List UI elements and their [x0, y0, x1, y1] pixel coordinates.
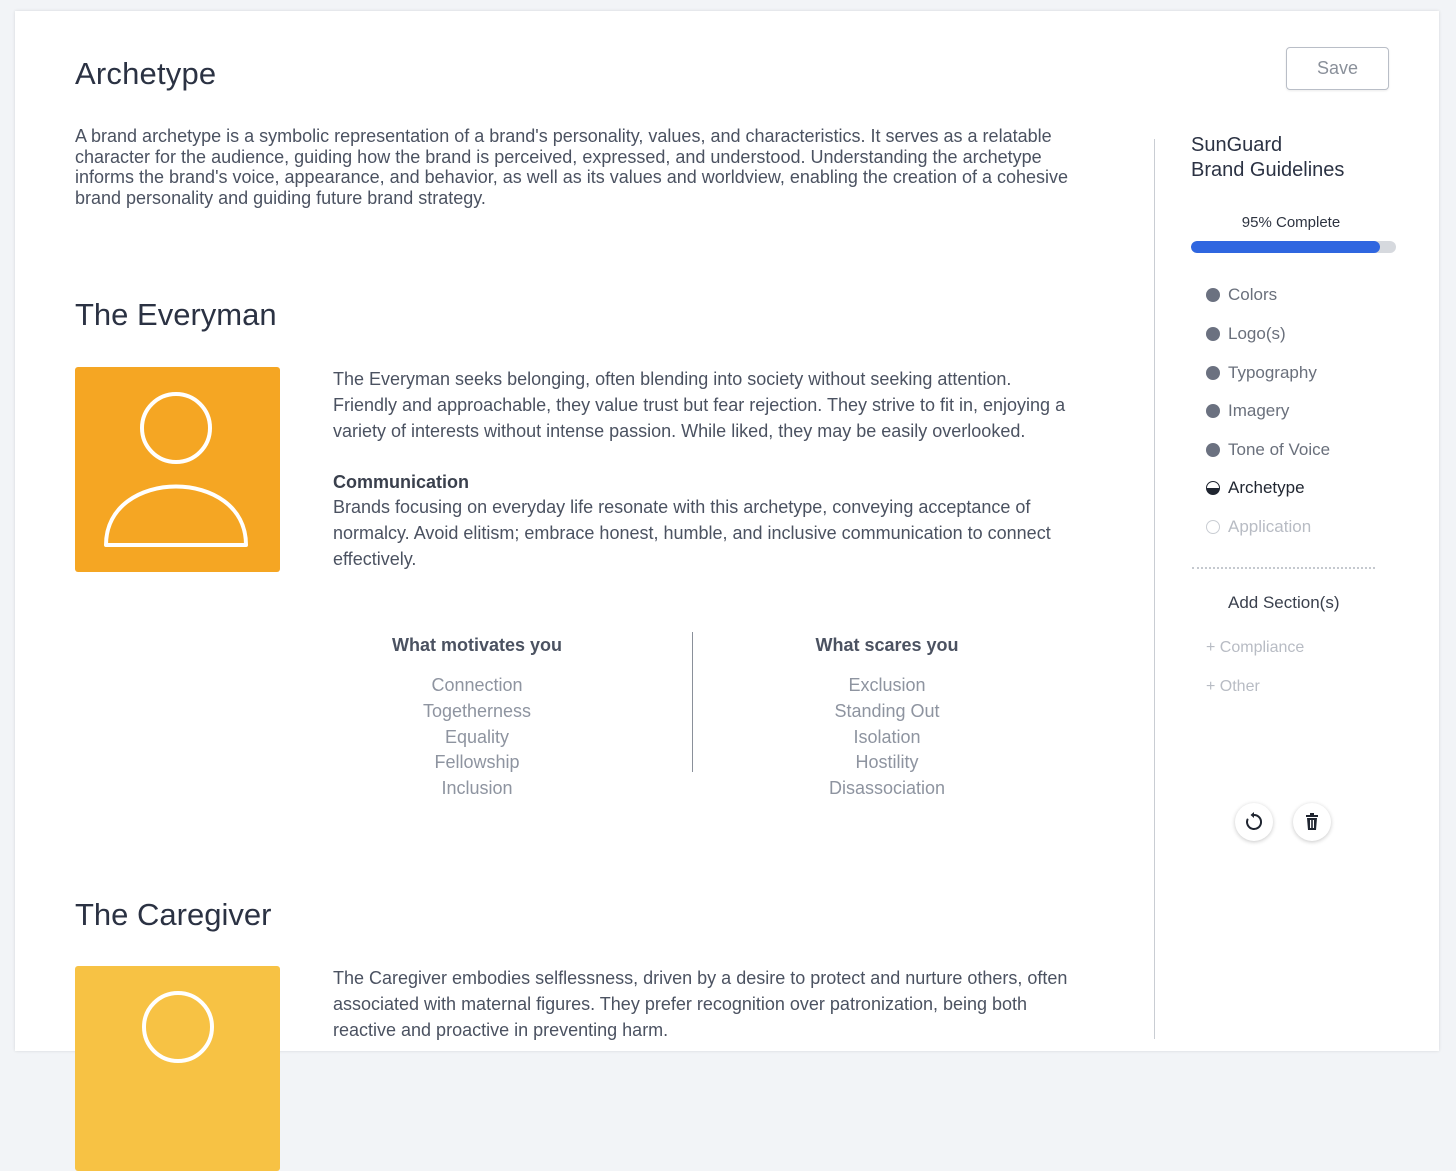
document-title-line: Brand Guidelines: [1191, 159, 1345, 181]
nav-item-typography[interactable]: [1206, 361, 1317, 385]
intro-text: A brand archetype is a symbolic representation of a brand's personality, values, and characteristics. It serves as a relatable character for the audience, guiding how the brand is perceived, expressed, and understood. Understanding the archetype informs the brand's voice, appearance, and behavior, as well as its values and worldview, enabling the creation of a cohesive brand personality and guiding future brand strategy.: [75, 126, 1069, 209]
list-item: Disassociation: [828, 778, 946, 799]
list-item: Equality: [444, 726, 510, 747]
scares-list: [757, 673, 1017, 802]
list-item: Standing Out: [834, 700, 940, 721]
nav-item-application[interactable]: [1206, 515, 1311, 539]
list-item: Exclusion: [848, 675, 926, 695]
nav-item-label: Application: [1228, 517, 1312, 536]
status-dot-icon: [1206, 481, 1220, 495]
archetype-description: The Everyman seeks belonging, often blending into society without seeking attention. Friendly and approachable, they value trust but fear rejection. They strive to fit in, enjoying a variety of interests without intense passion. While liked, they may be easily overlooked.: [333, 369, 1066, 441]
progress-fill: [1191, 241, 1380, 253]
motivates-list: [347, 673, 607, 802]
add-other-link[interactable]: + Other: [1206, 678, 1260, 695]
divider: [1192, 567, 1375, 569]
status-dot-icon: [1206, 520, 1220, 534]
person-icon: [75, 966, 280, 1171]
nav-item-label: Archetype: [1228, 478, 1305, 497]
refresh-icon: [1243, 811, 1265, 833]
document-title: [1191, 133, 1344, 183]
communication-text: Brands focusing on everyday life resonate with this archetype, conveying acceptance of normalcy. Avoid elitism; embrace honest, humble, and inclusive communication to connect effectively.: [333, 497, 1051, 569]
status-dot-icon: [1206, 288, 1220, 302]
status-dot-icon: [1206, 366, 1220, 380]
status-dot-icon: [1206, 327, 1220, 341]
nav-item-label: Imagery: [1228, 401, 1290, 420]
nav-item-colors[interactable]: [1206, 283, 1277, 307]
delete-button[interactable]: [1293, 803, 1331, 841]
nav-item-label: Tone of Voice: [1228, 440, 1331, 459]
save-button[interactable]: Save: [1286, 47, 1389, 90]
refresh-button[interactable]: [1235, 803, 1273, 841]
scares-heading: What scares you: [815, 635, 959, 655]
nav-item-label: Typography: [1228, 363, 1317, 382]
add-sections-label: Add Section(s): [1228, 593, 1340, 612]
document-title-line: SunGuard: [1191, 134, 1283, 156]
status-dot-icon: [1206, 443, 1220, 457]
archetype-description: The Caregiver embodies selflessness, driven by a desire to protect and nurture others, often associated with maternal figures. They prefer recognition over patronization, being both reactive and proactive in preventing harm.: [333, 968, 1068, 1040]
status-dot-icon: [1206, 404, 1220, 418]
archetype-title: The Everyman: [75, 297, 277, 332]
archetype-title: The Caregiver: [75, 897, 272, 932]
nav-item-label: Colors: [1228, 285, 1278, 304]
nav-item-logo-s[interactable]: [1206, 322, 1286, 346]
archetype-image: [75, 367, 280, 572]
list-item: Hostility: [855, 752, 919, 773]
column-divider: [692, 632, 693, 772]
person-icon: [75, 367, 280, 572]
progress-label: 95% Complete: [1241, 214, 1341, 231]
list-item: Fellowship: [434, 752, 520, 773]
trash-icon: [1302, 812, 1322, 832]
nav-item-label: Logo(s): [1228, 324, 1286, 343]
communication-heading: Communication: [333, 472, 470, 492]
nav-item-archetype[interactable]: [1206, 476, 1305, 500]
archetype-image: [75, 966, 280, 1171]
list-item: Isolation: [853, 726, 921, 747]
sidebar-divider: [1154, 139, 1155, 1039]
list-item: Togetherness: [422, 700, 532, 721]
motivates-heading: What motivates you: [391, 635, 563, 655]
list-item: Connection: [431, 675, 523, 695]
nav-item-tone-of-voice[interactable]: [1206, 438, 1330, 462]
list-item: Inclusion: [441, 778, 513, 799]
page-title: Archetype: [75, 56, 217, 91]
nav-item-imagery[interactable]: [1206, 399, 1289, 423]
add-compliance-link[interactable]: + Compliance: [1206, 639, 1305, 656]
progress-bar: [1191, 241, 1396, 253]
